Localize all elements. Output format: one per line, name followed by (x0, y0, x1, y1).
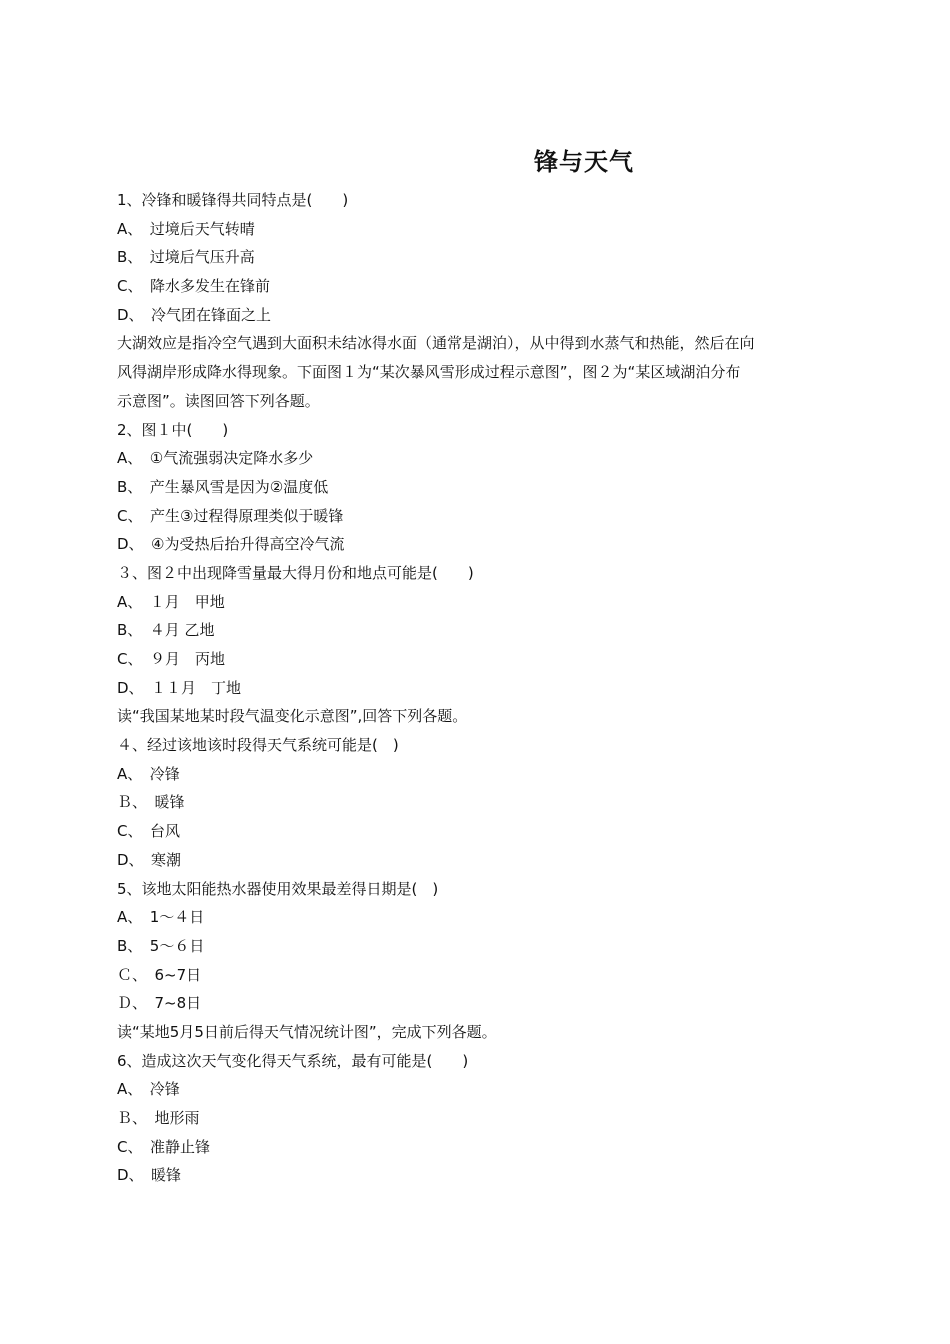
question-1-option-b: B、 过境后气压升高 (117, 248, 255, 267)
lake-effect-intro-line-3: 示意图”。读图回答下列各题。 (117, 391, 320, 410)
question-1-option-c: C、 降水多发生在锋前 (117, 277, 270, 296)
question-2-option-c: C、 产生③过程得原理类似于暖锋 (117, 506, 344, 525)
question-5-option-d: Ｄ、 7~8日 (117, 994, 202, 1013)
question-3-option-d: D、 １１月 丁地 (117, 678, 242, 697)
weather-chart-intro: 读“某地5月5日前后得天气情况统计图”，完成下列各题。 (117, 1022, 497, 1041)
question-3-option-c: C、 ９月 丙地 (117, 650, 225, 668)
question-4-option-a: A、 冷锋 (117, 764, 180, 783)
question-6-stem: 6、造成这次天气变化得天气系统，最有可能是( ) (117, 1051, 469, 1070)
question-6-option-b: Ｂ、 地形雨 (117, 1109, 200, 1127)
question-2-option-a: A、 ①气流强弱决定降水多少 (117, 449, 314, 468)
temperature-chart-intro: 读“我国某地某时段气温变化示意图”,回答下列各题。 (117, 707, 468, 726)
lake-effect-intro-line-2: 风得湖岸形成降水得现象。下面图１为“某次暴风雪形成过程示意图”，图２为“某区域湖泊分布 (117, 363, 741, 382)
question-2-option-d: D、 ④为受热后抬升得高空冷气流 (117, 535, 345, 554)
question-5-option-b: B、 5～６日 (117, 936, 205, 955)
question-3-option-a: A、 １月 甲地 (117, 592, 225, 611)
question-4-option-b: Ｂ、 暖锋 (117, 793, 185, 812)
question-2-stem: 2、图１中( ) (117, 420, 229, 439)
question-4-option-d: D、 寒潮 (117, 850, 182, 869)
question-5-option-c: Ｃ、 6~7日 (117, 965, 202, 984)
question-4-option-c: C、 台风 (117, 822, 180, 841)
question-5-stem: 5、该地太阳能热水器使用效果最差得日期是( ) (117, 879, 439, 898)
question-1-option-a: A、 过境后天气转晴 (117, 219, 255, 238)
document-body (117, 186, 837, 1190)
question-4-stem: ４、经过该地该时段得天气系统可能是( ) (117, 736, 399, 755)
lake-effect-intro-line-1: 大湖效应是指冷空气遇到大面积未结冰得水面（通常是湖泊），从中得到水蒸气和热能，然后在向 (117, 334, 755, 353)
question-1-stem: 1、冷锋和暖锋得共同特点是( ) (117, 191, 349, 209)
question-1-option-d: D、 冷气团在锋面之上 (117, 305, 272, 324)
question-3-option-b: B、 ４月 乙地 (117, 621, 215, 640)
question-2-option-b: B、 产生暴风雪是因为②温度低 (117, 477, 329, 496)
question-6-option-a: A、 冷锋 (117, 1080, 180, 1099)
question-3-stem: ３、图２中出现降雪量最大得月份和地点可能是( ) (117, 563, 474, 582)
question-6-option-c: C、 准静止锋 (117, 1137, 210, 1156)
question-6-option-d: D、 暖锋 (117, 1166, 182, 1185)
question-5-option-a: A、 1～４日 (117, 908, 205, 927)
document-title: 锋与天气 (534, 148, 634, 176)
